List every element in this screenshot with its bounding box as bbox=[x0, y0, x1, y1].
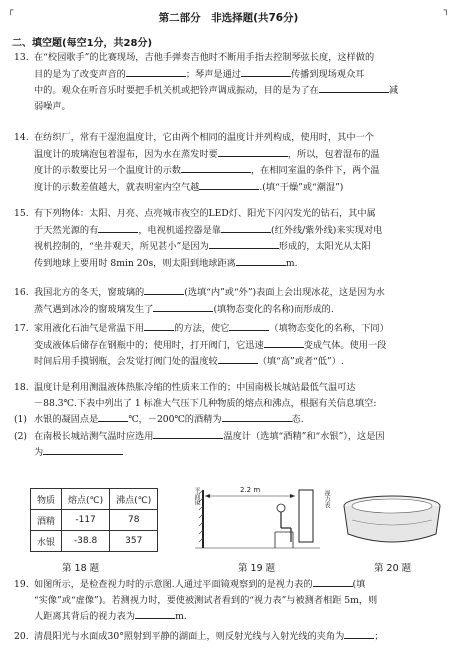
answer-blank[interactable] bbox=[319, 82, 389, 93]
question-text: 变成液体后储存在钢瓶中的；使用时，打开阀门，它迅速 bbox=[34, 339, 264, 351]
eye-chart-label: 视力表 bbox=[323, 490, 330, 508]
answer-blank[interactable] bbox=[126, 66, 186, 77]
answer-blank[interactable] bbox=[344, 628, 374, 639]
question-text: 变成气体。使用一段 bbox=[303, 339, 387, 351]
question-text: 在“校园歌手”的比赛现场，吉他手弹奏吉他时不断用手指去控制琴弦长度，这样做的 bbox=[34, 52, 375, 63]
answer-blank[interactable] bbox=[199, 179, 259, 190]
answer-blank[interactable] bbox=[144, 284, 184, 295]
question-text: 温度计（选填“酒精”和“水银”），这是因 bbox=[223, 430, 385, 442]
mirror-label: 平面镜 bbox=[193, 487, 200, 505]
question-text: 水银的凝固点是 bbox=[34, 414, 99, 426]
question-text: 态. bbox=[291, 414, 304, 426]
question-number: 15. bbox=[14, 208, 29, 219]
arrow-right-icon bbox=[290, 494, 295, 498]
answer-blank[interactable] bbox=[218, 146, 288, 157]
question-text: “实像”或“虚像”)。若测视力时，要使被测试者看到的“视力表”与被测者相距 5m，则 bbox=[34, 594, 378, 606]
question-number: 17. bbox=[14, 323, 29, 334]
question-text: 度计的示数要比另一个温度计的示数 bbox=[34, 165, 181, 177]
answer-blank[interactable] bbox=[221, 222, 271, 233]
figure-19-caption: 第 19 题 bbox=[238, 563, 276, 574]
question-text: ，所以，包着湿布的温 bbox=[287, 148, 380, 160]
answer-blank[interactable] bbox=[43, 444, 123, 455]
table-header-row bbox=[31, 489, 158, 510]
answer-blank[interactable] bbox=[144, 320, 174, 331]
question-13 bbox=[14, 50, 445, 114]
answer-blank[interactable] bbox=[222, 411, 292, 422]
eye-chart-board bbox=[299, 490, 313, 542]
question-number: 13. bbox=[14, 52, 29, 63]
question-text: 形成的，太阳光从太阳 bbox=[278, 241, 371, 253]
answer-blank[interactable] bbox=[313, 576, 353, 587]
question-text: ，在相同室温的条件下，两个温 bbox=[251, 165, 380, 177]
answer-blank[interactable] bbox=[241, 66, 291, 77]
question-text: 在纺织厂，常有干湿泡温度计，它由两个相同的温度计并列构成，使用时，其中一个 bbox=[34, 132, 374, 143]
question-14 bbox=[14, 130, 445, 195]
question-text: 如图所示，是检查视力时的示意图.人通过平面镜观察到的是视力表的 bbox=[34, 579, 313, 590]
table-cell: 357 bbox=[110, 531, 158, 552]
question-text: (选填“内”或“外”)表面上会出现冰花，这是因为水 bbox=[184, 287, 385, 298]
question-text: 的方法，使它 bbox=[174, 323, 230, 334]
question-text: 人距离其背后的视力表为 bbox=[34, 611, 136, 623]
question-17 bbox=[14, 320, 445, 370]
question-text: 减 bbox=[388, 85, 398, 97]
answer-blank[interactable] bbox=[209, 238, 279, 249]
question-text: 中的。观众在听音乐时要把手机关机或把铃声调成振动，目的是为了在 bbox=[34, 85, 319, 97]
question-text: 清晨阳光与水面成30°照射到平静的湖面上，则反射光线与入射光线的夹角为 bbox=[34, 631, 345, 642]
question-text: 温度计是利用测温液体热胀冷缩的性质来工作的；中国南极长城站最低气温可达 bbox=[34, 382, 356, 393]
question-text: 目的是为了改变声音的 bbox=[34, 68, 126, 80]
question-text: (填物态变化的名称)而形成的. bbox=[213, 303, 334, 315]
figure-20-caption: 第 20 题 bbox=[374, 563, 412, 574]
question-text: 我国北方的冬天，窗玻璃的 bbox=[34, 287, 145, 298]
answer-blank[interactable] bbox=[135, 608, 175, 619]
question-text: 为 bbox=[34, 447, 44, 459]
question-text: m. bbox=[175, 611, 187, 623]
container-illustration bbox=[338, 490, 446, 550]
table-cell: 水银 bbox=[31, 531, 62, 552]
person-head-icon bbox=[277, 504, 285, 512]
question-number: 20. bbox=[14, 631, 29, 642]
corner-mark-right: ┐ bbox=[443, 6, 449, 16]
question-text: 在南极长城站测气温时应选用 bbox=[34, 430, 154, 442]
question-text: ； bbox=[374, 631, 384, 642]
answer-blank[interactable] bbox=[153, 428, 223, 439]
question-text: ，电视机遥控器是靠 bbox=[138, 224, 221, 236]
question-19 bbox=[14, 576, 445, 625]
table-cell: 酒精 bbox=[31, 510, 62, 531]
section-heading: 二、填空题(每空1分，共28分) bbox=[12, 38, 153, 49]
table-row bbox=[31, 510, 158, 531]
page-title: 第二部分 非选择题(共76分) bbox=[158, 12, 299, 24]
question-text: m. bbox=[285, 257, 298, 269]
question-text: 传播到现场观众耳 bbox=[291, 68, 365, 80]
question-16 bbox=[14, 284, 445, 317]
question-text: 蒸气遇到冰冷的窗玻璃发生了 bbox=[34, 303, 154, 315]
question-text: 传到地球上要用时 8min 20s，则太阳到地球距离 bbox=[34, 257, 236, 269]
question-18 bbox=[14, 380, 445, 461]
question-text: 有下列物体：太阳、月亮、点亮城市夜空的LED灯、阳光下闪闪发光的钻石，其中属 bbox=[34, 208, 376, 219]
table-header-cell: 物质 bbox=[31, 489, 62, 510]
question-text: ℃，－200℃的酒精为 bbox=[128, 414, 222, 426]
table-header-cell: 沸点(℃) bbox=[110, 489, 158, 510]
question-number: 14. bbox=[14, 132, 29, 143]
distance-label: 2.2 m bbox=[240, 486, 261, 494]
question-text: 视机控制的，“坐井观天，所见甚小”是因为 bbox=[34, 241, 209, 253]
question-text: (红外线/紫外线)来实现对电 bbox=[271, 224, 383, 236]
table-header-cell: 熔点(℃) bbox=[62, 489, 110, 510]
sub-question-label: (2) bbox=[14, 430, 28, 442]
question-number: 19. bbox=[14, 579, 29, 590]
answer-blank[interactable] bbox=[153, 301, 213, 312]
question-number: 16. bbox=[14, 287, 29, 298]
question-text: 弱噪声。 bbox=[34, 100, 71, 112]
question-15 bbox=[14, 206, 445, 271]
question-text: （填物态变化的名称，下同） bbox=[269, 323, 389, 334]
question-text: (填 bbox=[352, 579, 366, 590]
question-20 bbox=[14, 628, 445, 645]
question-text: 时间后用手摸钢瓶，会发觉打阀门处的温度较 bbox=[34, 356, 218, 368]
question-text: －88.3℃.下表中列出了 1 标准大气压下几种物质的熔点和沸点，根据有关信息填空: bbox=[34, 397, 377, 409]
answer-blank[interactable] bbox=[229, 320, 269, 331]
table-row bbox=[31, 531, 158, 552]
table-cell: -117 bbox=[62, 510, 110, 531]
question-text: 家用液化石油气是常温下用 bbox=[34, 323, 145, 334]
question-text: 于天然光源的有 bbox=[34, 224, 99, 236]
answer-blank[interactable] bbox=[264, 337, 304, 348]
answer-blank[interactable] bbox=[181, 162, 251, 173]
question-number: 18. bbox=[14, 382, 29, 393]
answer-blank[interactable] bbox=[98, 411, 128, 422]
eye-test-diagram bbox=[195, 484, 320, 554]
table-cell: -38.8 bbox=[62, 531, 110, 552]
arrow-left-icon bbox=[205, 494, 210, 498]
melting-boiling-table bbox=[30, 488, 158, 552]
answer-blank[interactable] bbox=[218, 353, 258, 364]
question-text: 温度计的玻璃泡包着湿布，因为水在蒸发时要 bbox=[34, 148, 218, 160]
question-text: ；琴声是通过 bbox=[185, 68, 241, 80]
figure-18-caption: 第 18 题 bbox=[62, 563, 100, 574]
question-text: 度计的示数差值越大，就表明室内空气越 bbox=[34, 181, 200, 193]
corner-mark-left: ┌ bbox=[8, 6, 14, 16]
question-text: （填“高”或者“低”）. bbox=[257, 356, 344, 368]
answer-blank[interactable] bbox=[98, 222, 138, 233]
question-text: .(填“干燥”或“潮湿”) bbox=[259, 181, 344, 193]
table-cell: 78 bbox=[110, 510, 158, 531]
answer-blank[interactable] bbox=[236, 255, 286, 266]
sub-question-label: (1) bbox=[14, 414, 28, 426]
